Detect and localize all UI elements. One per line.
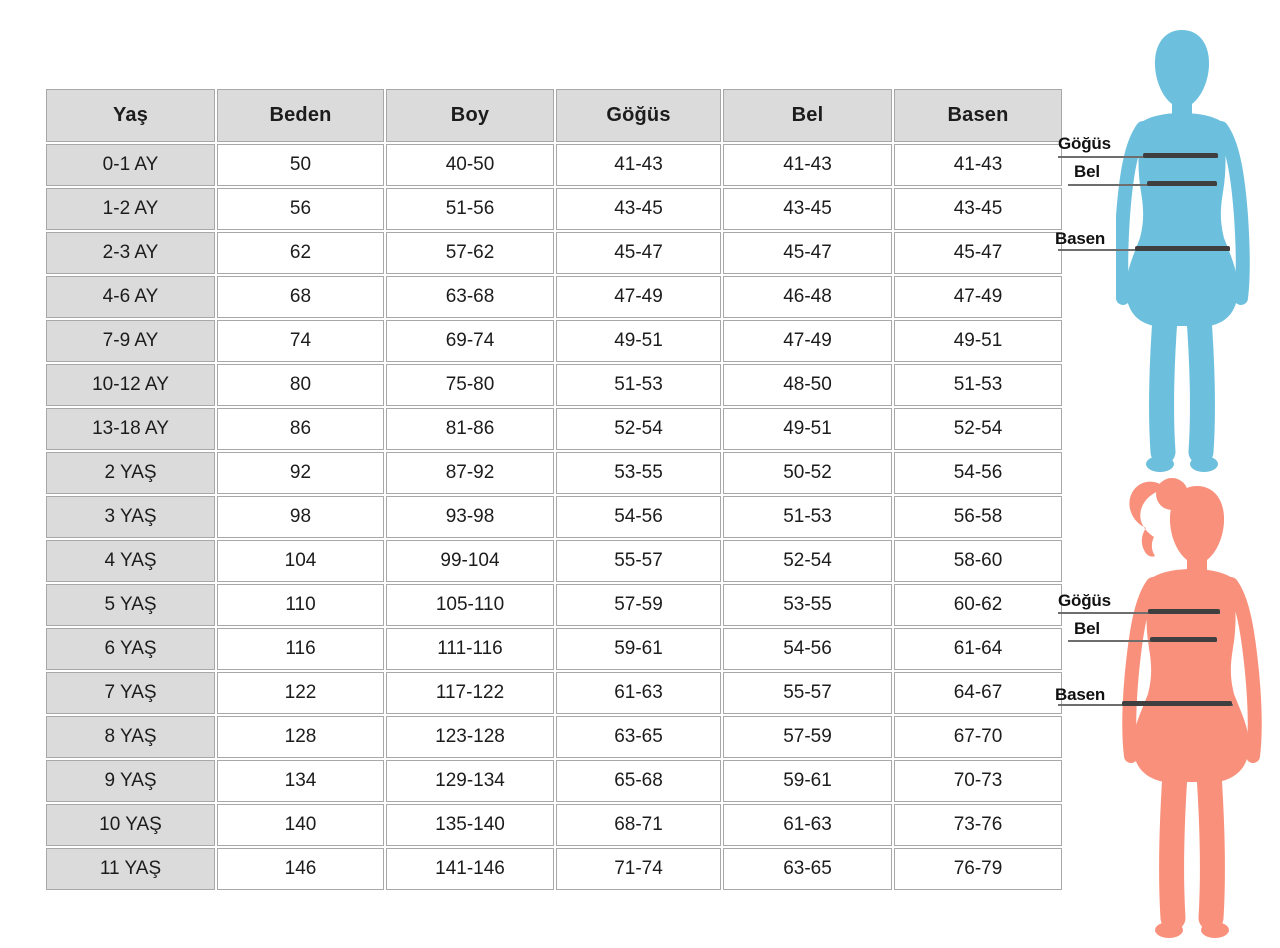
data-cell: 92 bbox=[217, 452, 384, 494]
data-cell: 55-57 bbox=[556, 540, 721, 582]
data-cell: 58-60 bbox=[894, 540, 1062, 582]
chest-label-top: Göğüs bbox=[1058, 134, 1111, 153]
table-row bbox=[46, 188, 1062, 230]
data-cell: 40-50 bbox=[386, 144, 554, 186]
data-cell: 99-104 bbox=[386, 540, 554, 582]
data-cell: 59-61 bbox=[723, 760, 892, 802]
data-cell: 49-51 bbox=[556, 320, 721, 362]
header-cell: Boy bbox=[386, 89, 554, 142]
data-cell: 47-49 bbox=[723, 320, 892, 362]
data-cell: 128 bbox=[217, 716, 384, 758]
data-cell: 76-79 bbox=[894, 848, 1062, 890]
table-row bbox=[46, 848, 1062, 890]
row-label-cell: 0-1 AY bbox=[46, 144, 215, 186]
data-cell: 87-92 bbox=[386, 452, 554, 494]
table-row bbox=[46, 232, 1062, 274]
table-row bbox=[46, 672, 1062, 714]
data-cell: 53-55 bbox=[556, 452, 721, 494]
data-cell: 61-64 bbox=[894, 628, 1062, 670]
row-label-cell: 11 YAŞ bbox=[46, 848, 215, 890]
waist-label-top: Bel bbox=[1074, 162, 1100, 181]
data-cell: 45-47 bbox=[894, 232, 1062, 274]
data-cell: 54-56 bbox=[723, 628, 892, 670]
data-cell: 43-45 bbox=[723, 188, 892, 230]
data-cell: 47-49 bbox=[894, 276, 1062, 318]
data-cell: 53-55 bbox=[723, 584, 892, 626]
waist-measure-bar-top bbox=[1147, 181, 1217, 186]
data-cell: 80 bbox=[217, 364, 384, 406]
data-cell: 67-70 bbox=[894, 716, 1062, 758]
data-cell: 59-61 bbox=[556, 628, 721, 670]
data-cell: 141-146 bbox=[386, 848, 554, 890]
data-cell: 52-54 bbox=[723, 540, 892, 582]
data-cell: 57-59 bbox=[556, 584, 721, 626]
header-cell: Göğüs bbox=[556, 89, 721, 142]
chest-label-bottom: Göğüs bbox=[1058, 591, 1111, 610]
data-cell: 54-56 bbox=[556, 496, 721, 538]
data-cell: 49-51 bbox=[723, 408, 892, 450]
data-cell: 111-116 bbox=[386, 628, 554, 670]
data-cell: 116 bbox=[217, 628, 384, 670]
row-label-cell: 2 YAŞ bbox=[46, 452, 215, 494]
table-row bbox=[46, 364, 1062, 406]
data-cell: 47-49 bbox=[556, 276, 721, 318]
row-label-cell: 13-18 AY bbox=[46, 408, 215, 450]
row-label-cell: 7 YAŞ bbox=[46, 672, 215, 714]
data-cell: 93-98 bbox=[386, 496, 554, 538]
waist-label-bottom: Bel bbox=[1074, 619, 1100, 638]
row-label-cell: 8 YAŞ bbox=[46, 716, 215, 758]
data-cell: 41-43 bbox=[723, 144, 892, 186]
data-cell: 41-43 bbox=[556, 144, 721, 186]
size-table bbox=[44, 87, 1064, 892]
row-label-cell: 9 YAŞ bbox=[46, 760, 215, 802]
figure-top bbox=[1116, 26, 1256, 478]
data-cell: 140 bbox=[217, 804, 384, 846]
table-row bbox=[46, 804, 1062, 846]
row-label-cell: 6 YAŞ bbox=[46, 628, 215, 670]
table-row bbox=[46, 716, 1062, 758]
data-cell: 61-63 bbox=[723, 804, 892, 846]
data-cell: 48-50 bbox=[723, 364, 892, 406]
data-cell: 117-122 bbox=[386, 672, 554, 714]
row-label-cell: 1-2 AY bbox=[46, 188, 215, 230]
hip-measure-bar-top bbox=[1135, 246, 1230, 251]
header-row bbox=[46, 89, 1062, 142]
data-cell: 105-110 bbox=[386, 584, 554, 626]
data-cell: 45-47 bbox=[723, 232, 892, 274]
table-row bbox=[46, 276, 1062, 318]
data-cell: 73-76 bbox=[894, 804, 1062, 846]
data-cell: 62 bbox=[217, 232, 384, 274]
data-cell: 61-63 bbox=[556, 672, 721, 714]
data-cell: 51-53 bbox=[894, 364, 1062, 406]
data-cell: 63-68 bbox=[386, 276, 554, 318]
data-cell: 146 bbox=[217, 848, 384, 890]
data-cell: 123-128 bbox=[386, 716, 554, 758]
data-cell: 56 bbox=[217, 188, 384, 230]
table-row bbox=[46, 320, 1062, 362]
chest-measure-bar-bottom bbox=[1148, 609, 1220, 614]
data-cell: 51-56 bbox=[386, 188, 554, 230]
row-label-cell: 4-6 AY bbox=[46, 276, 215, 318]
table-row bbox=[46, 628, 1062, 670]
data-cell: 64-67 bbox=[894, 672, 1062, 714]
hip-label-top: Basen bbox=[1055, 229, 1106, 248]
row-label-cell: 2-3 AY bbox=[46, 232, 215, 274]
header-cell: Basen bbox=[894, 89, 1062, 142]
table-row bbox=[46, 144, 1062, 186]
hip-label-bottom: Basen bbox=[1055, 685, 1106, 704]
data-cell: 50-52 bbox=[723, 452, 892, 494]
data-cell: 52-54 bbox=[894, 408, 1062, 450]
data-cell: 41-43 bbox=[894, 144, 1062, 186]
data-cell: 63-65 bbox=[556, 716, 721, 758]
figure-bottom bbox=[1100, 478, 1270, 946]
data-cell: 135-140 bbox=[386, 804, 554, 846]
waist-measure-bar-bottom bbox=[1150, 637, 1217, 642]
data-cell: 81-86 bbox=[386, 408, 554, 450]
row-label-cell: 5 YAŞ bbox=[46, 584, 215, 626]
data-cell: 68-71 bbox=[556, 804, 721, 846]
data-cell: 46-48 bbox=[723, 276, 892, 318]
data-cell: 122 bbox=[217, 672, 384, 714]
data-cell: 45-47 bbox=[556, 232, 721, 274]
data-cell: 55-57 bbox=[723, 672, 892, 714]
table-body bbox=[46, 144, 1062, 890]
row-label-cell: 10-12 AY bbox=[46, 364, 215, 406]
data-cell: 104 bbox=[217, 540, 384, 582]
table-row bbox=[46, 760, 1062, 802]
data-cell: 52-54 bbox=[556, 408, 721, 450]
data-cell: 110 bbox=[217, 584, 384, 626]
table-row bbox=[46, 452, 1062, 494]
data-cell: 60-62 bbox=[894, 584, 1062, 626]
data-cell: 51-53 bbox=[723, 496, 892, 538]
table-row bbox=[46, 408, 1062, 450]
data-cell: 63-65 bbox=[723, 848, 892, 890]
data-cell: 69-74 bbox=[386, 320, 554, 362]
header-cell: Bel bbox=[723, 89, 892, 142]
data-cell: 43-45 bbox=[894, 188, 1062, 230]
hip-measure-bar-bottom bbox=[1122, 701, 1232, 706]
data-cell: 50 bbox=[217, 144, 384, 186]
data-cell: 74 bbox=[217, 320, 384, 362]
data-cell: 129-134 bbox=[386, 760, 554, 802]
data-cell: 134 bbox=[217, 760, 384, 802]
data-cell: 57-59 bbox=[723, 716, 892, 758]
pink-girl-ponytail-silhouette-icon bbox=[1100, 478, 1270, 946]
table-row bbox=[46, 584, 1062, 626]
row-label-cell: 3 YAŞ bbox=[46, 496, 215, 538]
data-cell: 43-45 bbox=[556, 188, 721, 230]
data-cell: 56-58 bbox=[894, 496, 1062, 538]
data-cell: 75-80 bbox=[386, 364, 554, 406]
data-cell: 57-62 bbox=[386, 232, 554, 274]
chest-measure-bar-top bbox=[1143, 153, 1218, 158]
table-row bbox=[46, 496, 1062, 538]
row-label-cell: 7-9 AY bbox=[46, 320, 215, 362]
row-label-cell: 4 YAŞ bbox=[46, 540, 215, 582]
data-cell: 71-74 bbox=[556, 848, 721, 890]
row-label-cell: 10 YAŞ bbox=[46, 804, 215, 846]
data-cell: 65-68 bbox=[556, 760, 721, 802]
data-cell: 51-53 bbox=[556, 364, 721, 406]
data-cell: 49-51 bbox=[894, 320, 1062, 362]
header-cell: Beden bbox=[217, 89, 384, 142]
table-row bbox=[46, 540, 1062, 582]
data-cell: 70-73 bbox=[894, 760, 1062, 802]
blue-child-silhouette-icon bbox=[1116, 26, 1256, 478]
data-cell: 68 bbox=[217, 276, 384, 318]
data-cell: 98 bbox=[217, 496, 384, 538]
data-cell: 86 bbox=[217, 408, 384, 450]
data-cell: 54-56 bbox=[894, 452, 1062, 494]
header-cell: Yaş bbox=[46, 89, 215, 142]
